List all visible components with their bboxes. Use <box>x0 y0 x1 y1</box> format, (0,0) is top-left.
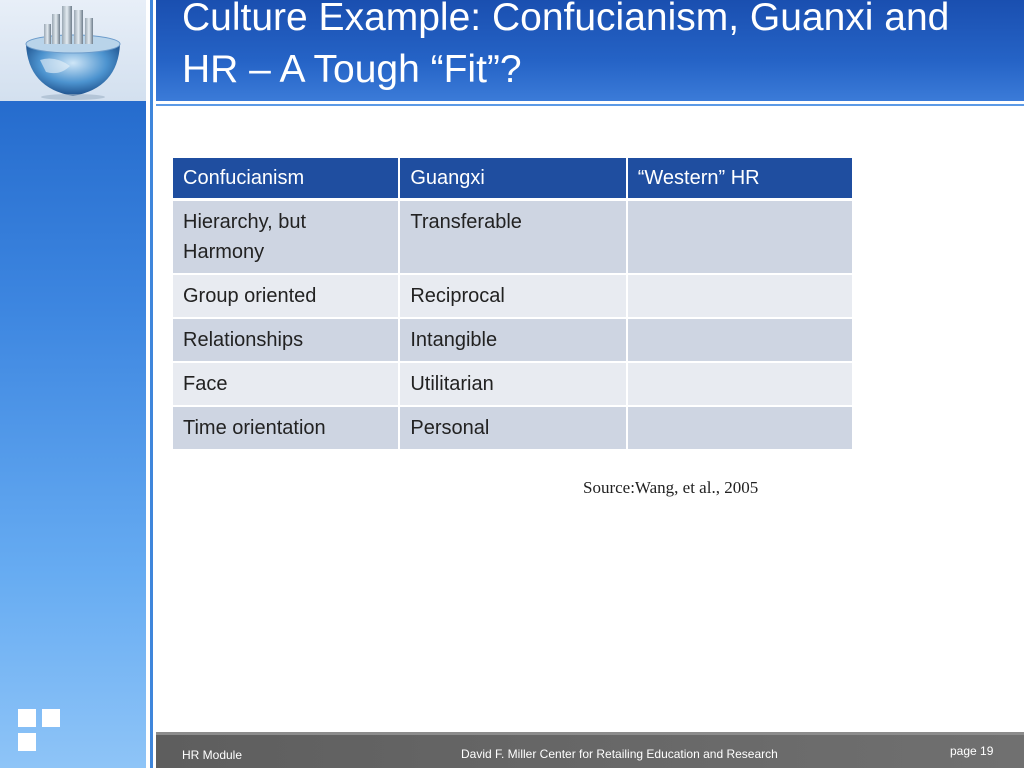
sidebar-divider-white-2 <box>153 0 156 768</box>
decorative-square <box>42 709 60 727</box>
slide-title: Culture Example: Confucianism, Guanxi and HR – A Tough “Fit”? <box>182 0 950 91</box>
left-sidebar-panel <box>0 0 146 768</box>
table-cell <box>627 318 853 362</box>
footer-module-label: HR Module <box>182 748 243 762</box>
table-cell <box>627 362 853 406</box>
table-row <box>172 362 853 406</box>
table-cell <box>627 406 853 450</box>
table-cell: Face <box>172 362 399 406</box>
decorative-square <box>18 733 36 751</box>
table-row <box>172 318 853 362</box>
page-number: page 19 <box>950 744 994 758</box>
table-header-row <box>172 157 853 200</box>
table-cell: Reciprocal <box>399 274 626 318</box>
header-guangxi: Guangxi <box>399 157 626 200</box>
table-cell: Relationships <box>172 318 399 362</box>
table-row <box>172 200 853 275</box>
header-western-hr: “Western” HR <box>627 157 853 200</box>
header-confucianism: Confucianism <box>172 157 399 200</box>
globe-city-logo-icon <box>0 0 146 101</box>
comparison-table <box>171 156 854 451</box>
title-underline-blue <box>156 104 1024 106</box>
table-cell: Hierarchy, but Harmony <box>172 200 399 275</box>
source-citation: Source:Wang, et al., 2005 <box>583 478 759 497</box>
table-cell: Group oriented <box>172 274 399 318</box>
table-cell: Utilitarian <box>399 362 626 406</box>
footer-organization: David F. Miller Center for Retailing Education and Research <box>461 747 778 761</box>
table-cell: Transferable <box>399 200 626 275</box>
table-row <box>172 274 853 318</box>
table-row <box>172 406 853 450</box>
table-cell <box>627 200 853 275</box>
decorative-square <box>18 709 36 727</box>
table-cell: Personal <box>399 406 626 450</box>
logo-area <box>0 0 146 101</box>
table-cell <box>627 274 853 318</box>
table-cell: Time orientation <box>172 406 399 450</box>
table-cell: Intangible <box>399 318 626 362</box>
